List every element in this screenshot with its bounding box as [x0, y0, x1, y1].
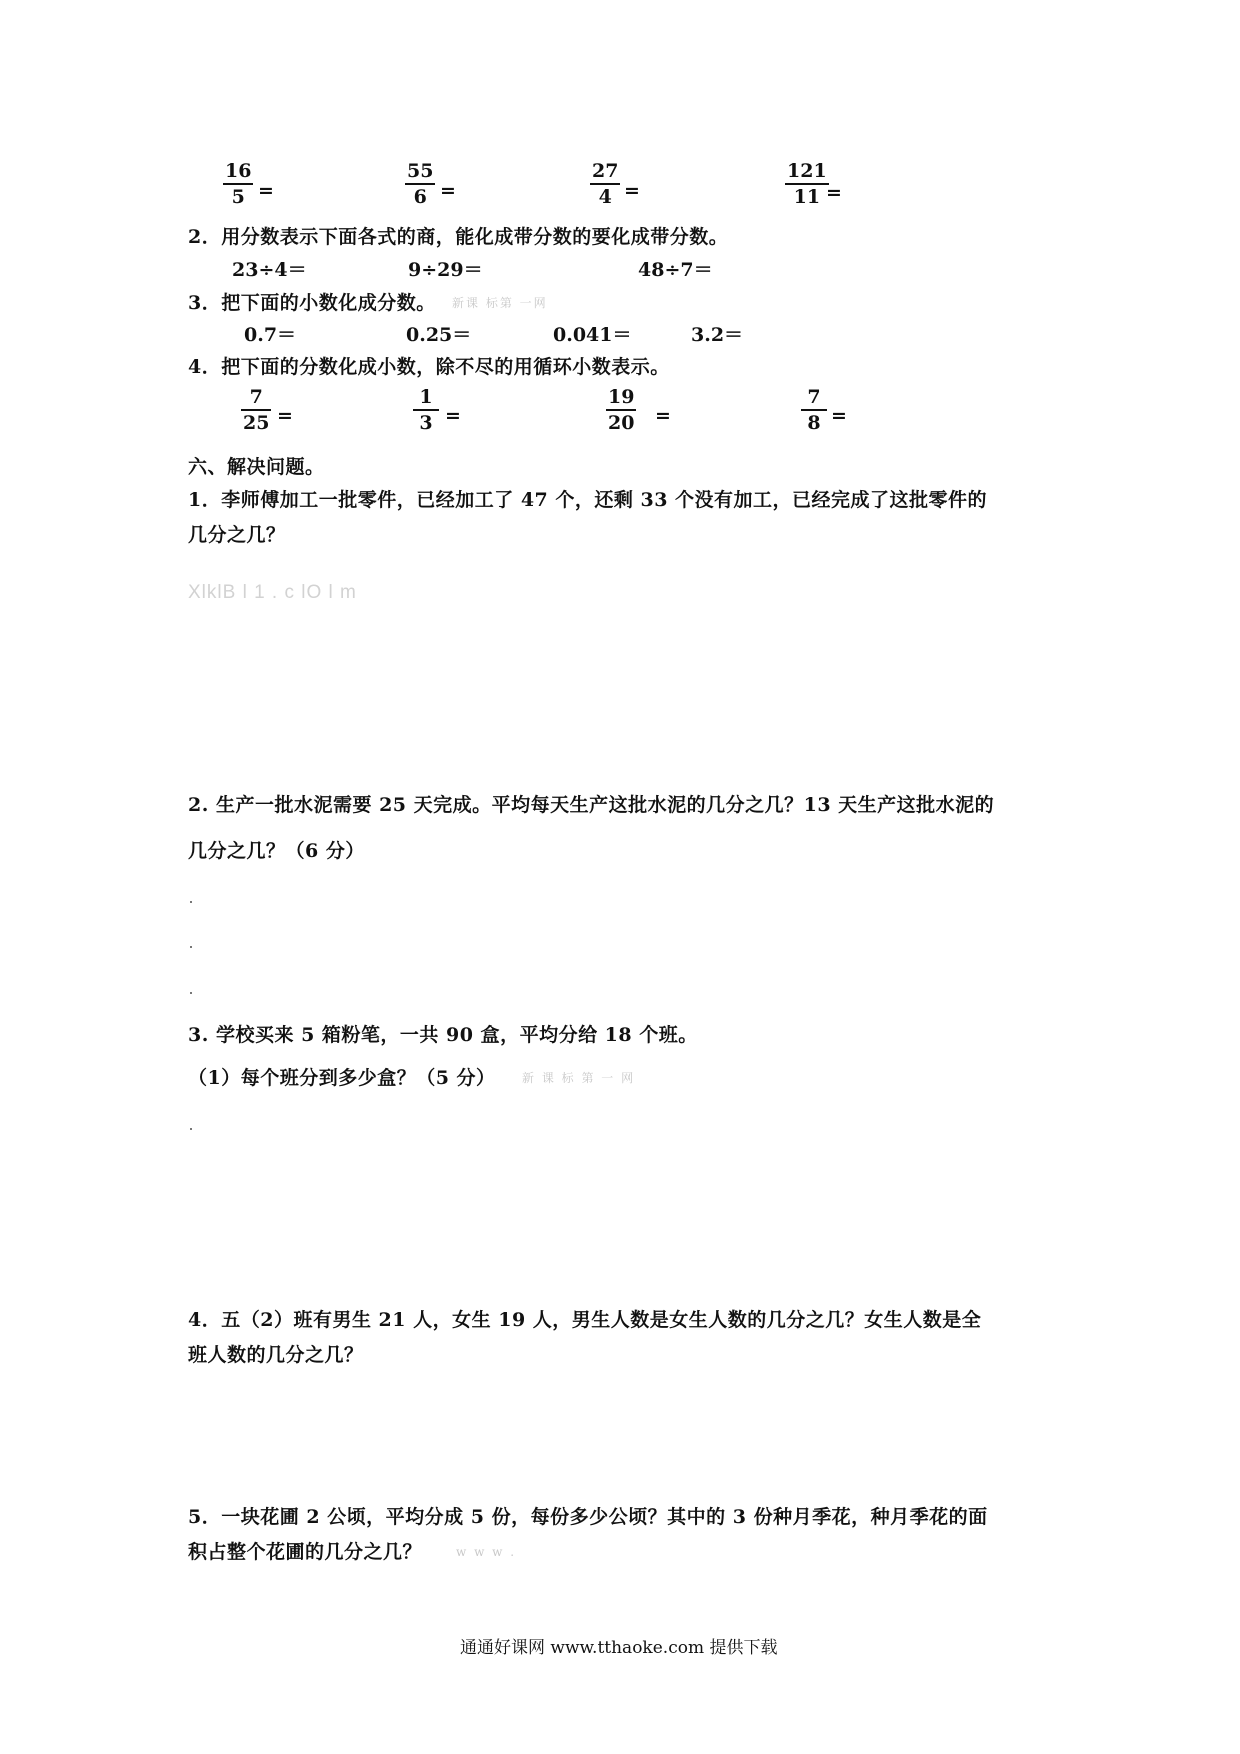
decimal-0-25: 0.25＝	[406, 324, 472, 346]
equals-sign: =	[445, 405, 461, 427]
decimal-3-2: 3.2＝	[691, 324, 744, 346]
fraction-bar	[606, 409, 636, 411]
numerator: 1	[419, 386, 433, 408]
problem-3-subquestion-1: （1）每个班分到多少盒？（5 分）	[188, 1067, 496, 1089]
problem-1-line-2: 几分之几？	[188, 524, 286, 546]
fraction-27-4	[590, 160, 620, 208]
question-4-title: 4．把下面的分数化成小数，除不尽的用循环小数表示。	[188, 356, 670, 378]
fraction-bar	[241, 409, 271, 411]
denominator: 25	[243, 412, 270, 434]
problem-4-line-2: 班人数的几分之几？	[188, 1344, 364, 1366]
problem-2-line-1: 2. 生产一批水泥需要 25 天完成。平均每天生产这批水泥的几分之几？13 天生产这批水泥的	[188, 794, 995, 816]
equals-sign: =	[831, 405, 847, 427]
footer-text: 通通好课网 www.tthaoke.com 提供下载	[460, 1638, 778, 1658]
fraction-7-25	[241, 386, 271, 434]
problem-1-line-1: 1．李师傅加工一批零件，已经加工了 47 个，还剩 33 个没有加工，已经完成了这批零件的	[188, 489, 988, 511]
expression-23-div-4: 23÷4＝	[232, 259, 307, 281]
question-2-title: 2．用分数表示下面各式的商，能化成带分数的要化成带分数。	[188, 226, 729, 248]
denominator: 4	[598, 186, 612, 208]
numerator: 16	[225, 160, 252, 182]
equals-sign: =	[826, 182, 842, 204]
fraction-bar	[405, 183, 435, 185]
denominator: 20	[608, 412, 635, 434]
expression-48-div-7: 48÷7＝	[638, 259, 713, 281]
numerator: 55	[407, 160, 434, 182]
problem-3-line-1: 3. 学校买来 5 箱粉笔，一共 90 盒，平均分给 18 个班。	[188, 1024, 698, 1046]
fraction-16-5	[223, 160, 253, 208]
fraction-bar	[801, 409, 827, 411]
equals-sign: =	[277, 405, 293, 427]
section-6-heading: 六、解决问题。	[188, 456, 325, 478]
denominator: 8	[807, 412, 821, 434]
fraction-7-8	[801, 386, 827, 434]
equals-sign: =	[258, 180, 274, 202]
scan-speck	[190, 901, 192, 903]
numerator: 7	[807, 386, 821, 408]
watermark-text: XlklB l 1 . c lO l m	[188, 582, 357, 603]
numerator: 27	[592, 160, 619, 182]
denominator: 11	[793, 186, 821, 208]
denominator: 6	[413, 186, 427, 208]
equals-sign: =	[624, 180, 640, 202]
scan-speck	[190, 1128, 192, 1130]
numerator: 19	[608, 386, 635, 408]
equals-sign: =	[655, 405, 671, 427]
decimal-0-7: 0.7＝	[244, 324, 297, 346]
fraction-1-3	[413, 386, 439, 434]
numerator: 121	[787, 160, 827, 182]
problem-5-line-2: 积占整个花圃的几分之几？	[188, 1541, 423, 1563]
numerator: 7	[249, 386, 263, 408]
fraction-121-11	[785, 160, 829, 208]
watermark-text: 新 课 标 第 一 网	[522, 1071, 636, 1085]
problem-4-line-1: 4．五（2）班有男生 21 人，女生 19 人，男生人数是女生人数的几分之几？女生人数是全	[188, 1309, 982, 1331]
equals-sign: =	[440, 180, 456, 202]
fraction-bar	[785, 183, 829, 185]
denominator: 3	[419, 412, 433, 434]
fraction-55-6	[405, 160, 435, 208]
scan-speck	[190, 992, 192, 994]
scan-speck	[190, 946, 192, 948]
denominator: 5	[231, 186, 245, 208]
expression-9-div-29: 9÷29＝	[408, 259, 483, 281]
fraction-bar	[223, 183, 253, 185]
watermark-text: 新课 标第 一网	[452, 296, 548, 310]
problem-2-line-2: 几分之几？（6 分）	[188, 840, 365, 862]
question-3-title: 3．把下面的小数化成分数。	[188, 292, 436, 314]
fraction-bar	[590, 183, 620, 185]
fraction-bar	[413, 409, 439, 411]
problem-5-line-1: 5．一块花圃 2 公顷，平均分成 5 份，每份多少公顷？其中的 3 份种月季花，种月季花的面	[188, 1506, 988, 1528]
decimal-0-041: 0.041＝	[553, 324, 632, 346]
fraction-19-20	[606, 386, 636, 434]
watermark-text: w w w .	[456, 1545, 517, 1559]
